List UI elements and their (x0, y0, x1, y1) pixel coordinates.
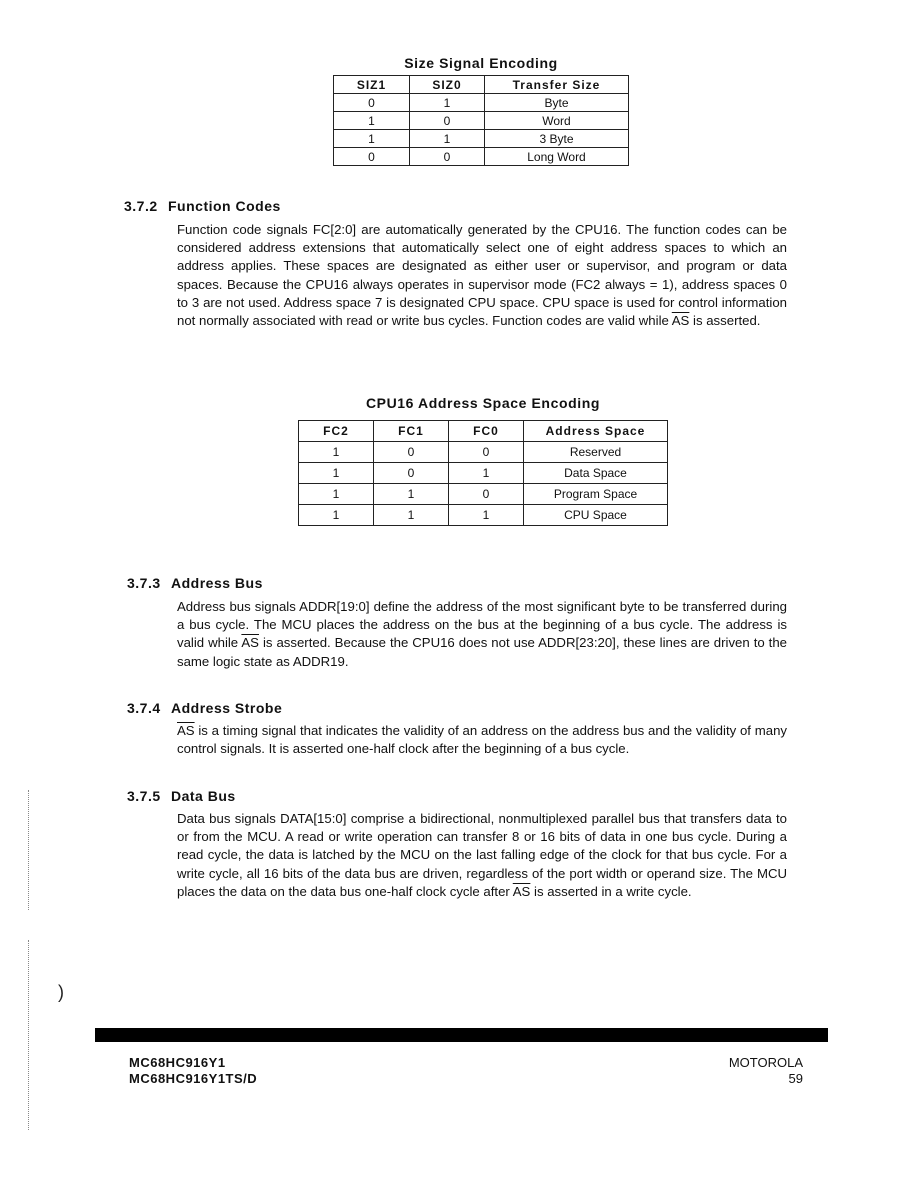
section-title: Address Bus (171, 575, 263, 591)
table-cell: Byte (485, 94, 629, 112)
address-bus-paragraph (177, 598, 787, 671)
margin-mark: ) (58, 982, 64, 1002)
column-header: FC2 (299, 421, 374, 442)
column-header: Transfer Size (485, 76, 629, 94)
address-space-encoding-table (298, 420, 668, 526)
table-cell: Long Word (485, 148, 629, 166)
margin-scan-line (28, 940, 29, 1130)
section-number: 3.7.4 (127, 700, 161, 716)
column-header: FC1 (374, 421, 449, 442)
table-header-row (334, 76, 629, 94)
page-number: 59 (788, 1071, 803, 1086)
table-cell: 1 (410, 94, 485, 112)
paragraph-text: is asserted in a write cycle. (530, 883, 692, 899)
paragraph-text: Address bus signals ADDR[19:0] define the address of the most significant byte to be transferred during a bus cycle. The MCU places the address on the bus at the beginning of a bus cycle. The address is valid while (177, 599, 787, 651)
section-heading-data-bus (127, 788, 236, 804)
table-cell: 1 (299, 505, 374, 526)
table-cell: Word (485, 112, 629, 130)
table-cell: 0 (410, 112, 485, 130)
table-row (334, 94, 629, 112)
section-number: 3.7.3 (127, 575, 161, 591)
paragraph-text: is asserted. Because the CPU16 does not use ADDR[23:20], these lines are driven to the same logic state as ADDR19. (177, 635, 787, 669)
data-bus-paragraph (177, 810, 787, 901)
column-header: SIZ1 (334, 76, 410, 94)
as-signal: $\overline{AS}$ (512, 883, 531, 899)
paragraph-text: is a timing signal that indicates the validity of an address on the address bus and the validity of many control signals. It is asserted one-half clock after the beginning of a bus cycle. (177, 723, 787, 757)
table-row (299, 463, 668, 484)
brand-name: MOTOROLA (728, 1055, 803, 1070)
table-cell: 0 (449, 484, 524, 505)
as-signal: $\overline{AS}$ (177, 723, 195, 738)
table-row (334, 130, 629, 148)
size-table-caption: Size Signal Encoding (404, 55, 558, 71)
section-number: 3.7.5 (127, 788, 161, 804)
paragraph-text: Data bus signals DATA[15:0] comprise a bidirectional, nonmultiplexed parallel bus that transfers data to or from the MCU. A read or write operation can transfer 8 or 16 bits of data in one bus cycle. During a read cycle, the data is latched by the MCU on the last falling edge of the clock for that bus cycle. For a write cycle, all 16 bits of the data bus are driven, regardless of the port width or operand size. The MCU places the data on the data bus one-half clock cycle after (177, 811, 787, 899)
paragraph-text: is asserted. (689, 313, 761, 329)
table-cell: 1 (299, 442, 374, 463)
doc-number: MC68HC916Y1TS/D (129, 1071, 258, 1086)
table-cell: 1 (299, 484, 374, 505)
table-row (334, 148, 629, 166)
table-cell: 0 (334, 94, 410, 112)
section-heading-address-bus (127, 575, 263, 591)
part-number: MC68HC916Y1 (129, 1055, 226, 1070)
table-cell: 1 (449, 463, 524, 484)
table-cell: 1 (374, 484, 449, 505)
table-cell: 0 (374, 442, 449, 463)
section-heading-function-codes (124, 198, 281, 214)
table-row (299, 442, 668, 463)
column-header: FC0 (449, 421, 524, 442)
table-cell: 0 (410, 148, 485, 166)
section-title: Function Codes (168, 198, 281, 214)
table-cell: 3 Byte (485, 130, 629, 148)
margin-scan-line (28, 790, 29, 910)
table-cell: 0 (449, 442, 524, 463)
table-cell: 0 (374, 463, 449, 484)
address-strobe-paragraph (177, 722, 787, 758)
section-heading-address-strobe (127, 700, 282, 716)
address-space-table-caption: CPU16 Address Space Encoding (365, 395, 601, 411)
table-row (334, 112, 629, 130)
table-row (299, 484, 668, 505)
table-cell: 0 (334, 148, 410, 166)
table-cell: Reserved (524, 442, 668, 463)
table-cell: CPU Space (524, 505, 668, 526)
section-title: Address Strobe (171, 700, 283, 716)
table-cell: 1 (410, 130, 485, 148)
table-cell: 1 (334, 130, 410, 148)
section-number: 3.7.2 (124, 198, 158, 214)
table-header-row (299, 421, 668, 442)
table-cell: 1 (334, 112, 410, 130)
column-header: SIZ0 (410, 76, 485, 94)
paragraph-text: Function code signals FC[2:0] are automatically generated by the CPU16. The function codes can be considered address extensions that automatically select one of eight address spaces to which an address applies. These spaces are designated as either user or supervisor, and program or data spaces. Because the CPU16 always operates in supervisor mode (FC2 always = 1), address spaces 0 to 3 are not used. Address space 7 is designated CPU space. CPU space is used for control information not normally associated with read or write bus cycles. Function codes are valid while (177, 222, 787, 329)
footer-doc-ids (129, 1055, 257, 1087)
section-title: Data Bus (171, 788, 236, 804)
table-cell: Data Space (524, 463, 668, 484)
table-cell: 1 (299, 463, 374, 484)
table-cell: Program Space (524, 484, 668, 505)
table-row (299, 505, 668, 526)
table-cell: 1 (449, 505, 524, 526)
as-signal: $\overline{AS}$ (241, 635, 259, 651)
column-header: Address Space (524, 421, 668, 442)
footer-page-info (700, 1055, 803, 1087)
footer-rule (95, 1028, 828, 1042)
as-signal: $\overline{AS}$ (671, 313, 690, 329)
table-cell: 1 (374, 505, 449, 526)
size-encoding-table (333, 75, 629, 166)
function-codes-paragraph (177, 221, 787, 330)
